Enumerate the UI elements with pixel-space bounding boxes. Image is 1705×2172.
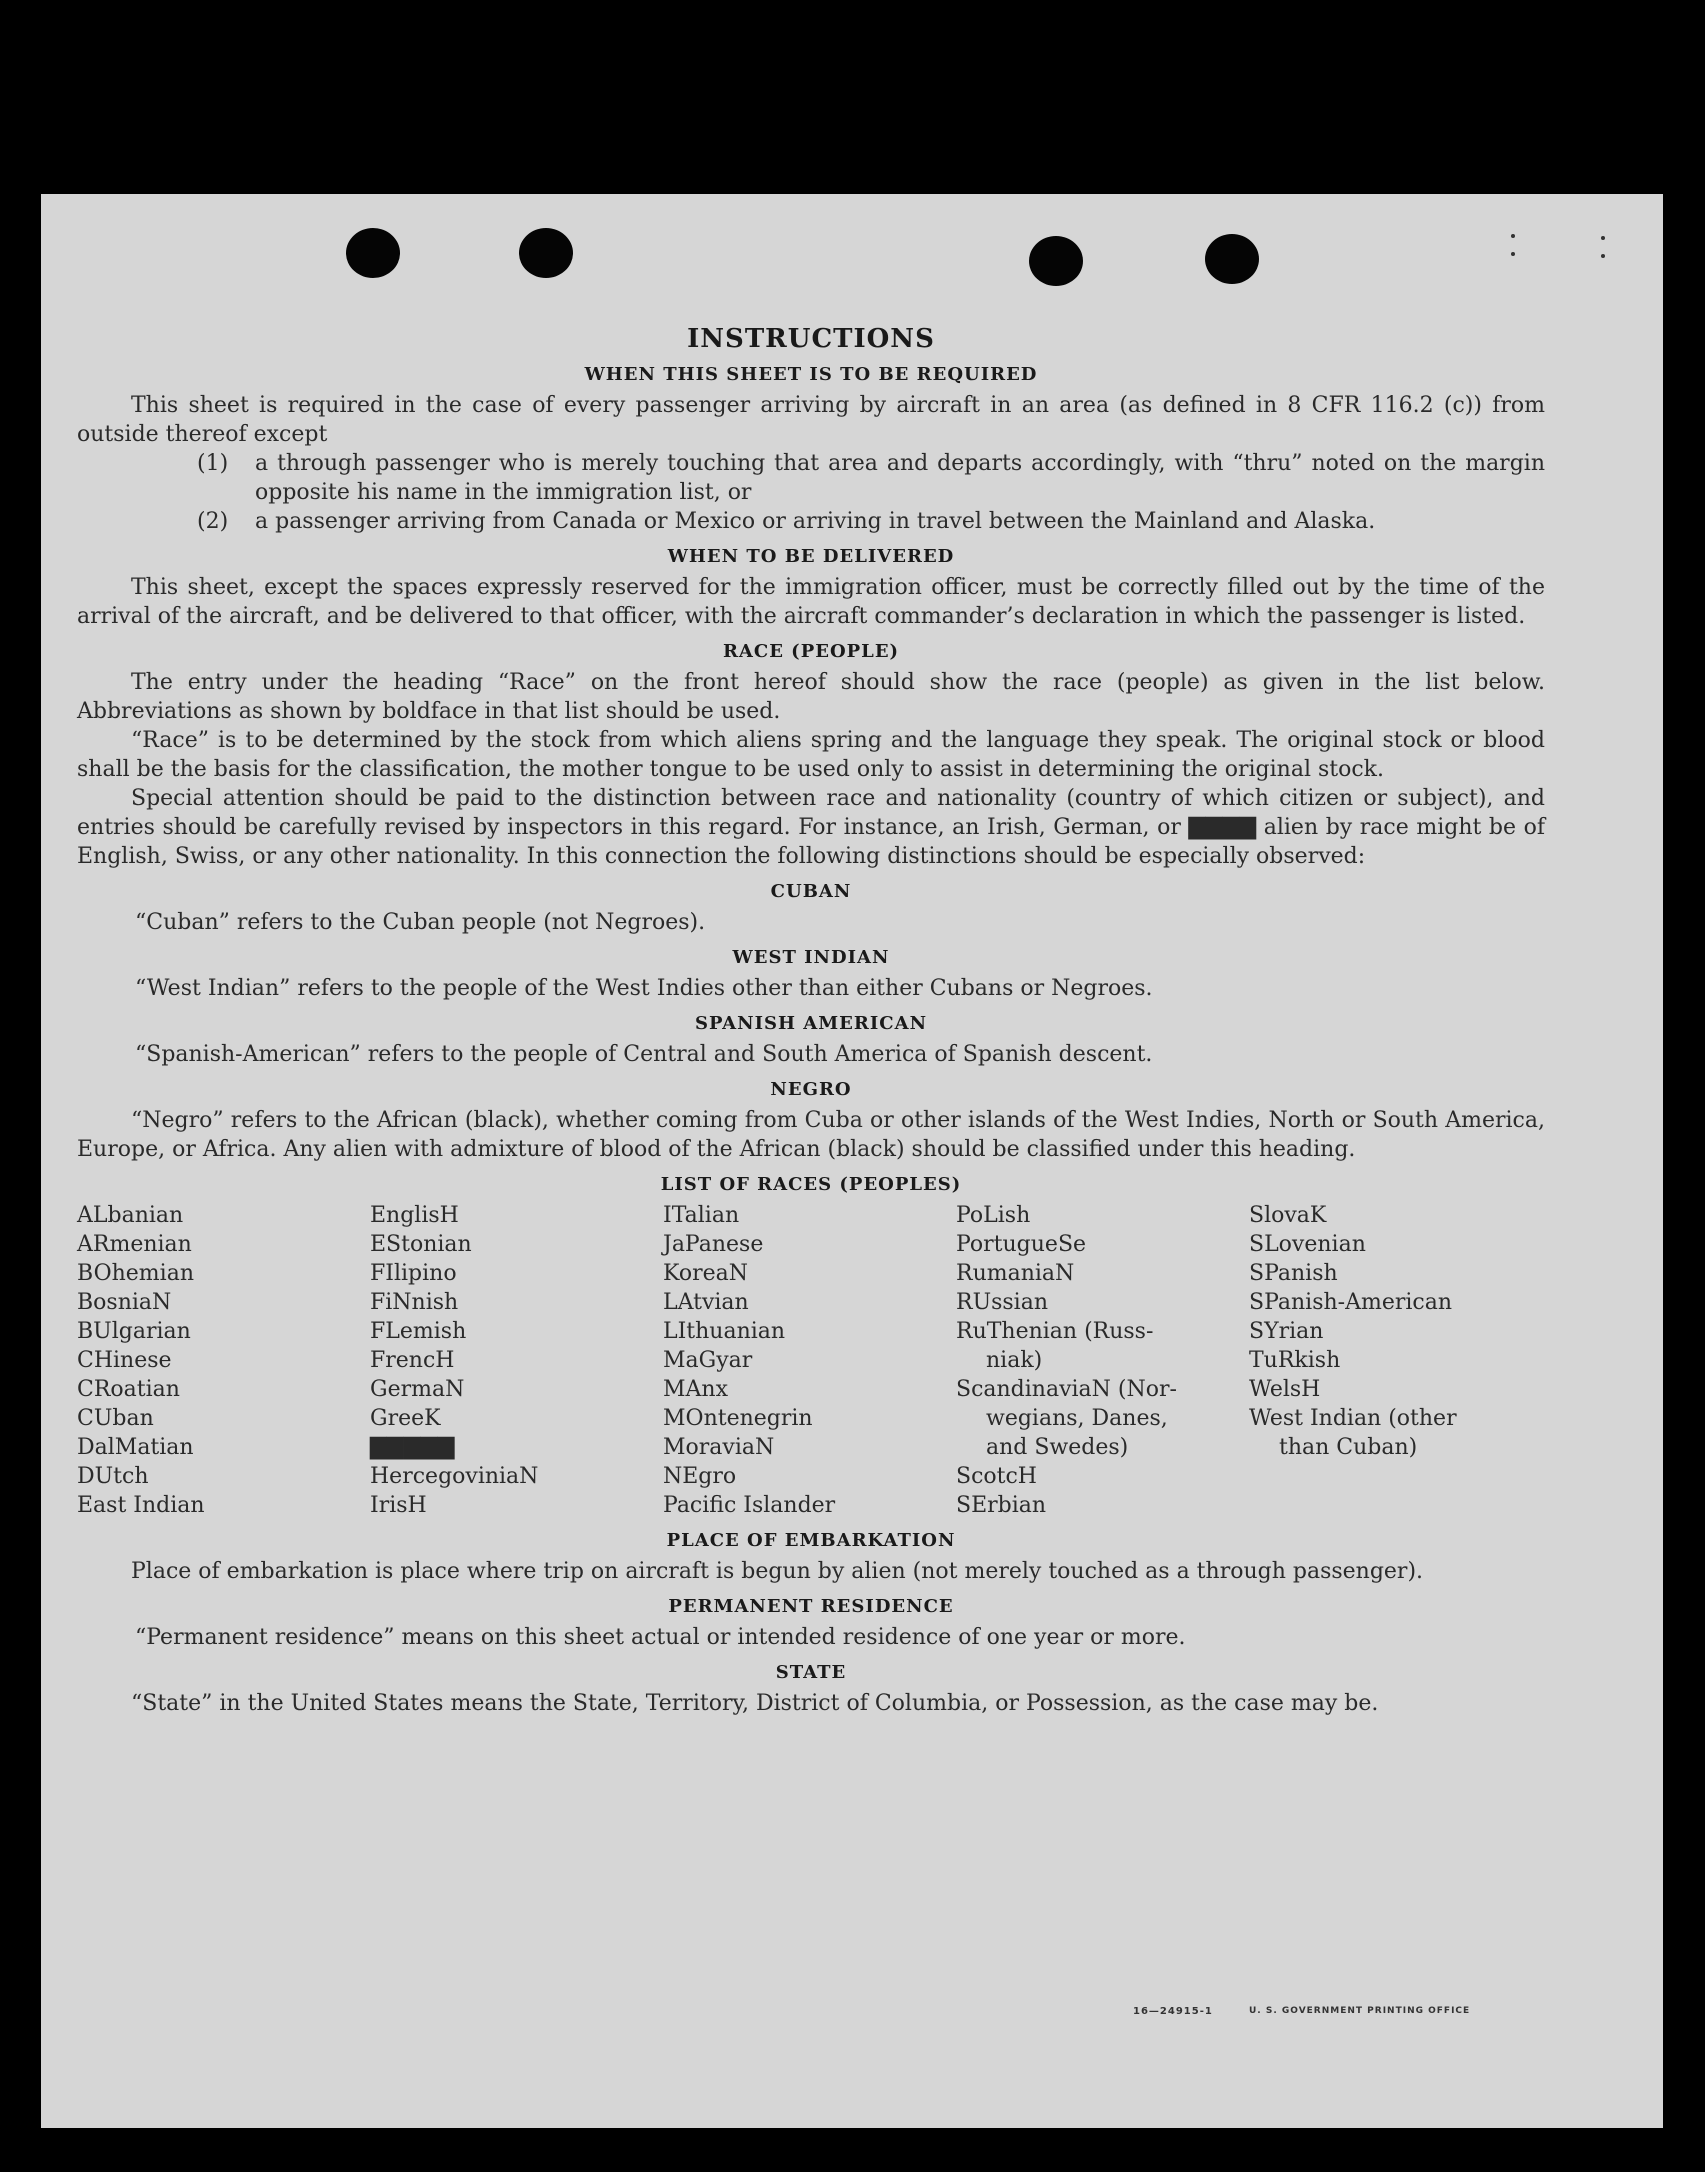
race-entry: JaPanese bbox=[663, 1232, 764, 1257]
race-entry: ScotcH bbox=[956, 1464, 1037, 1489]
race-entry: West Indian (other bbox=[1249, 1406, 1457, 1431]
race-entry: FLemish bbox=[370, 1319, 467, 1344]
race-entry: MoraviaN bbox=[663, 1435, 775, 1460]
race-paragraph: The entry under the heading “Race” on the front hereof should show the race (people) as given in the list below. Abbreviations as shown by boldface in that list should be used. bbox=[77, 670, 1545, 724]
west-indian-definition: “West Indian” refers to the people of the West Indies other than either Cubans or Negroes. bbox=[135, 976, 1153, 1001]
race-column bbox=[370, 1201, 663, 1520]
speck bbox=[1511, 252, 1515, 256]
race-entry: MOntenegrin bbox=[663, 1406, 813, 1431]
race-entry: EnglisH bbox=[370, 1203, 459, 1228]
race-entry: wegians, Danes, bbox=[986, 1406, 1168, 1431]
when-delivered-text: This sheet, except the spaces expressly reserved for the immigration officer, must be correctly filled out by the time of the arrival of the aircraft, and be delivered to that officer, with the aircraft commander’s declaration in which the passenger is listed. bbox=[77, 575, 1545, 629]
race-entry: TuRkish bbox=[1249, 1348, 1341, 1373]
race-entry: BOhemian bbox=[77, 1261, 194, 1286]
section-heading-race: RACE (PEOPLE) bbox=[722, 641, 900, 662]
race-entry: RuThenian (Russ- bbox=[956, 1319, 1154, 1344]
section-heading-west-indian: WEST INDIAN bbox=[732, 947, 890, 968]
section-heading-embarkation: PLACE OF EMBARKATION bbox=[666, 1530, 956, 1551]
race-entry: RumaniaN bbox=[956, 1261, 1075, 1286]
page-title: INSTRUCTIONS bbox=[687, 324, 935, 354]
race-entry: FrencH bbox=[370, 1348, 455, 1373]
exception-list bbox=[197, 449, 1545, 536]
section-heading-spanish-american: SPANISH AMERICAN bbox=[694, 1013, 928, 1034]
race-entry: SYrian bbox=[1249, 1319, 1324, 1344]
race-entry: FiNnish bbox=[370, 1290, 459, 1315]
race-entry: SPanish-American bbox=[1249, 1290, 1453, 1315]
race-entry: SlovaK bbox=[1249, 1203, 1327, 1228]
race-entry: NEgro bbox=[663, 1464, 737, 1489]
race-entry: East Indian bbox=[77, 1493, 205, 1518]
race-entry: KoreaN bbox=[663, 1261, 748, 1286]
race-column bbox=[1249, 1201, 1542, 1520]
race-entry: MaGyar bbox=[663, 1348, 753, 1373]
race-entry: ITalian bbox=[663, 1203, 740, 1228]
section-heading-state: STATE bbox=[775, 1662, 847, 1683]
race-entry: PoLish bbox=[956, 1203, 1031, 1228]
document-sheet bbox=[41, 194, 1663, 2128]
item-text: a through passenger who is merely touching that area and departs accordingly, with “thru” noted on the margin opposite his name in the immigration list, or bbox=[255, 451, 1545, 505]
race-entry: WelsH bbox=[1249, 1377, 1321, 1402]
punch-hole bbox=[1029, 236, 1083, 286]
exception-item bbox=[197, 507, 1545, 536]
punch-hole bbox=[346, 228, 400, 278]
section-heading-cuban: CUBAN bbox=[770, 881, 852, 902]
race-column bbox=[77, 1201, 370, 1520]
item-number: (2) bbox=[197, 509, 229, 534]
race-entry: BosniaN bbox=[77, 1290, 172, 1315]
race-entry: DUtch bbox=[77, 1464, 149, 1489]
race-list bbox=[77, 1201, 1545, 1520]
section-heading-list-of-races: LIST OF RACES (PEOPLES) bbox=[660, 1174, 962, 1195]
section-heading-when-required: WHEN THIS SHEET IS TO BE REQUIRED bbox=[584, 364, 1038, 385]
race-entry: SLovenian bbox=[1249, 1232, 1366, 1257]
race-column bbox=[956, 1201, 1249, 1520]
speck bbox=[1601, 254, 1605, 258]
cuban-definition: “Cuban” refers to the Cuban people (not Negroes). bbox=[135, 910, 706, 935]
section-heading-residence: PERMANENT RESIDENCE bbox=[668, 1596, 954, 1617]
speck bbox=[1601, 236, 1605, 240]
section-heading-negro: NEGRO bbox=[770, 1079, 852, 1100]
race-entry: FIlipino bbox=[370, 1261, 457, 1286]
instructions-content bbox=[77, 324, 1545, 1718]
speck bbox=[1511, 234, 1515, 238]
item-number: (1) bbox=[197, 451, 229, 476]
race-entry: SPanish bbox=[1249, 1261, 1338, 1286]
when-required-text: This sheet is required in the case of every passenger arriving by aircraft in an area (as defined in 8 CFR 116.2 (c)) from outside thereof except bbox=[77, 393, 1545, 447]
race-entry: LAtvian bbox=[663, 1290, 749, 1315]
race-entry: GreeK bbox=[370, 1406, 441, 1431]
race-paragraph: Special attention should be paid to the distinction between race and nationality (country of which citizen or subject), and entries should be carefully revised by inspectors in this regard. For instance, an Irish, German, or ▇▇▇▇ alien by race might be of English, Swiss, or any other nationality. In this connection the following distinctions should be especially observed: bbox=[77, 786, 1545, 869]
form-code: 16—24915-1 bbox=[1133, 2006, 1213, 2017]
race-entry: RUssian bbox=[956, 1290, 1049, 1315]
race-entry: CRoatian bbox=[77, 1377, 180, 1402]
exception-item bbox=[197, 449, 1545, 507]
printer-imprint: U. S. GOVERNMENT PRINTING OFFICE bbox=[1249, 2006, 1471, 2016]
race-entry: and Swedes) bbox=[986, 1435, 1129, 1460]
embarkation-text: Place of embarkation is place where trip on aircraft is begun by alien (not merely touched as a through passenger). bbox=[131, 1559, 1424, 1584]
race-entry: LIthuanian bbox=[663, 1319, 786, 1344]
race-entry: PortugueSe bbox=[956, 1232, 1087, 1257]
section-heading-when-delivered: WHEN TO BE DELIVERED bbox=[667, 546, 955, 567]
race-entry: ScandinaviaN (Nor- bbox=[956, 1377, 1177, 1402]
race-entry: SErbian bbox=[956, 1493, 1047, 1518]
race-entry: Pacific Islander bbox=[663, 1493, 836, 1518]
race-entry: CHinese bbox=[77, 1348, 172, 1373]
punch-hole bbox=[519, 228, 573, 278]
race-entry: HercegoviniaN bbox=[370, 1464, 539, 1489]
race-entry: ARmenian bbox=[77, 1232, 192, 1257]
state-text: “State” in the United States means the State, Territory, District of Columbia, or Possession, as the case may be. bbox=[131, 1691, 1379, 1716]
race-entry: ALbanian bbox=[77, 1203, 184, 1228]
negro-definition: “Negro” refers to the African (black), whether coming from Cuba or other islands of the West Indies, North or South America, Europe, or Africa. Any alien with admixture of blood of the African (black) should be classified under this heading. bbox=[77, 1108, 1545, 1162]
punch-hole bbox=[1205, 234, 1259, 284]
spanish-american-definition: “Spanish-American” refers to the people of Central and South America of Spanish descent. bbox=[135, 1042, 1153, 1067]
race-entry: ▇▇▇▇▇ bbox=[370, 1435, 455, 1460]
race-entry: EStonian bbox=[370, 1232, 472, 1257]
race-paragraph: “Race” is to be determined by the stock from which aliens spring and the language they speak. The original stock or blood shall be the basis for the classification, the mother tongue to be used only to assist in determining the original stock. bbox=[77, 728, 1545, 782]
race-entry: DalMatian bbox=[77, 1435, 194, 1460]
race-entry: niak) bbox=[986, 1348, 1043, 1373]
race-entry: GermaN bbox=[370, 1377, 465, 1402]
race-entry: BUlgarian bbox=[77, 1319, 191, 1344]
residence-text: “Permanent residence” means on this sheet actual or intended residence of one year or more. bbox=[135, 1625, 1186, 1650]
race-entry: MAnx bbox=[663, 1377, 728, 1402]
race-entry: IrisH bbox=[370, 1493, 427, 1518]
race-column bbox=[663, 1201, 956, 1520]
item-text: a passenger arriving from Canada or Mexico or arriving in travel between the Mainland and Alaska. bbox=[255, 509, 1376, 534]
race-entry: CUban bbox=[77, 1406, 154, 1431]
race-entry: than Cuban) bbox=[1279, 1435, 1418, 1460]
